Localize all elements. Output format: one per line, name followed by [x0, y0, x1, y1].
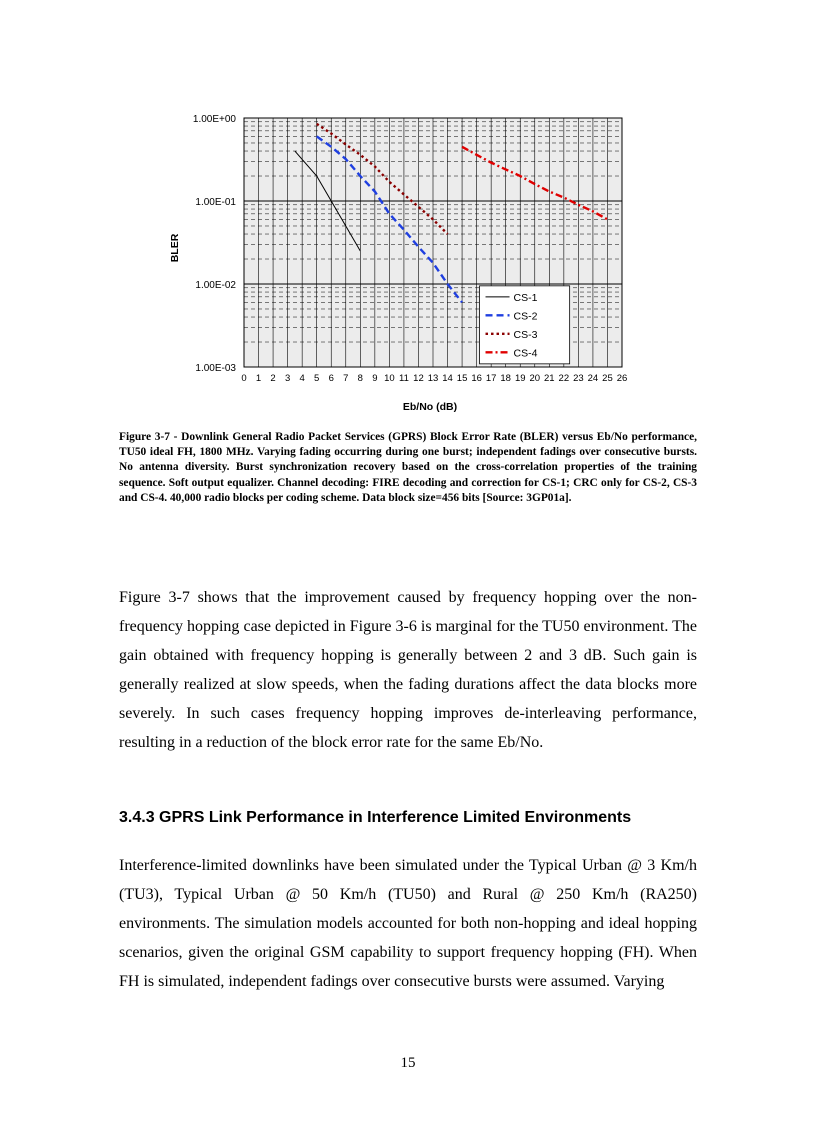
x-tick-label: 1: [255, 373, 262, 384]
legend-label: CS-1: [513, 291, 538, 304]
x-tick-label: 14: [442, 373, 453, 384]
x-tick-label: 4: [299, 373, 305, 384]
x-tick-label: 21: [544, 373, 555, 384]
y-tick-label: 1.00E-01: [195, 197, 236, 208]
x-tick-label: 16: [471, 373, 482, 384]
bler-chart-svg: [160, 110, 640, 420]
x-tick-label: 19: [514, 373, 526, 384]
x-tick-label: 5: [314, 373, 320, 384]
x-tick-label: 18: [500, 373, 511, 384]
y-tick-label: 1.00E-02: [195, 280, 236, 291]
section-heading: 3.4.3 GPRS Link Performance in Interference Limited Environments: [119, 809, 632, 826]
x-tick-label: 10: [384, 373, 395, 384]
x-axis-label: Eb/No (dB): [402, 401, 458, 413]
x-tick-label: 22: [558, 373, 570, 384]
legend-label: CS-2: [513, 310, 538, 323]
x-tick-label: 15: [456, 373, 468, 384]
x-tick-label: 25: [602, 373, 613, 384]
x-tick-label: 26: [616, 373, 628, 384]
x-tick-label: 11: [398, 373, 409, 384]
x-tick-label: 12: [413, 373, 424, 384]
page-number: 15: [400, 1055, 416, 1071]
x-tick-label: 24: [587, 373, 599, 384]
x-tick-label: 2: [270, 373, 276, 384]
x-tick-label: 7: [343, 373, 349, 384]
legend: [480, 286, 570, 364]
x-tick-label: 23: [573, 373, 584, 384]
x-tick-label: 17: [485, 373, 497, 384]
x-tick-label: 6: [328, 373, 334, 384]
x-tick-label: 9: [372, 373, 378, 384]
y-tick-label: 1.00E-03: [195, 363, 236, 374]
bler-chart: [160, 110, 640, 420]
y-tick-label: 1.00E+00: [192, 114, 236, 125]
x-tick-label: 8: [357, 373, 363, 384]
legend-label: CS-4: [513, 347, 538, 360]
x-tick-label: 13: [427, 373, 439, 384]
figure-caption: Figure 3-7 - Downlink General Radio Packet Services (GPRS) Block Error Rate (BLER) versus Eb/No performance, TU50 ideal FH, 1800 MHz. Varying fading occurring during one burst; independent fadings over consecutive bursts. No antenna diversity. Burst synchronization recovery based on the cross-correlation properties of the training sequence. Soft output equalizer. Channel decoding: FIRE decoding and correction for CS-1; CRC only for CS-2, CS-3 and CS-4. 40,000 radio blocks per coding scheme. Data block size=456 bits [Source: 3GP01a].: [119, 431, 697, 504]
paragraph-1: Figure 3-7 shows that the improvement caused by frequency hopping over the non-frequency hopping case depicted in Figure 3-6 is marginal for the TU50 environment. The gain obtained with frequency hopping is generally between 2 and 3 dB. Such gain is generally realized at slow speeds, when the fading durations affect the data blocks more severely. In such cases frequency hopping improves de-interleaving performance, resulting in a reduction of the block error rate for the same Eb/No.: [119, 589, 697, 751]
x-tick-label: 20: [529, 373, 541, 384]
legend-label: CS-3: [513, 328, 538, 341]
x-tick-label: 3: [284, 373, 291, 384]
x-tick-label: 0: [241, 373, 247, 384]
y-axis-label: BLER: [169, 233, 181, 263]
paragraph-2: Interference-limited downlinks have been simulated under the Typical Urban @ 3 Km/h (TU3), Typical Urban @ 50 Km/h (TU50) and Rural @ 250 Km/h (RA250) environments. The simulation models accounted for both non-hopping and ideal hopping scenarios, given the original GSM capability to support frequency hopping (FH). When FH is simulated, independent fadings over consecutive bursts were assumed. Varying: [119, 857, 697, 990]
